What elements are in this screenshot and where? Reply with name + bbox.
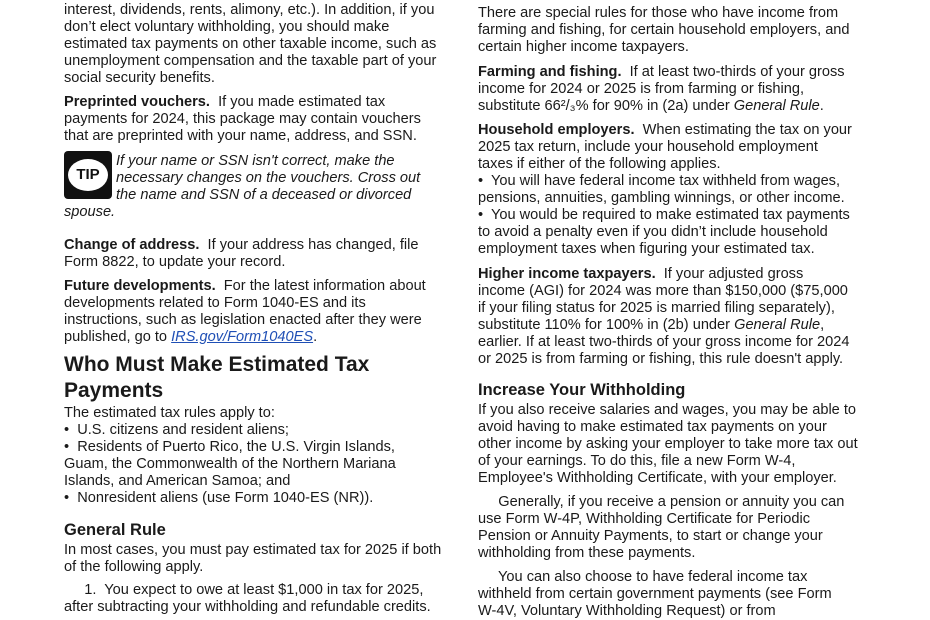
text: farming and fishing, for certain household employers, and xyxy=(478,22,850,38)
text: When estimating the tax on your xyxy=(634,122,852,138)
text-line xyxy=(64,312,474,329)
text-line xyxy=(64,559,474,576)
paragraph xyxy=(64,2,474,87)
tip-icon: TIP xyxy=(64,151,112,199)
text: earlier. If at least two-thirds of your gross income for 2024 xyxy=(478,334,850,350)
text-line xyxy=(64,94,474,111)
text: pensions, annuities, gambling winnings, or other income. xyxy=(478,190,845,206)
text-line xyxy=(478,545,888,562)
text: avoid having to make estimated tax payments on your xyxy=(478,419,827,435)
text-line xyxy=(478,81,888,98)
text: other income by asking your employer to take more tax out xyxy=(478,436,858,452)
text: The estimated tax rules apply to: xyxy=(64,405,275,421)
text-line xyxy=(478,122,888,139)
text-line xyxy=(478,156,888,173)
text: • U.S. citizens and resident aliens; xyxy=(64,422,289,438)
paragraph xyxy=(64,582,474,616)
text-line xyxy=(478,173,888,190)
text-line xyxy=(478,283,888,300)
text: payments for 2024, this package may contain vouchers xyxy=(64,111,421,127)
text-line xyxy=(64,111,474,128)
text: • You would be required to make estimated tax payments xyxy=(478,207,850,223)
paragraph xyxy=(64,278,474,346)
text-line xyxy=(478,603,888,620)
text-line xyxy=(478,453,888,470)
tip-note xyxy=(64,153,474,221)
text: income (AGI) for 2024 was more than $150,000 ($75,000 xyxy=(478,283,848,299)
text: unemployment compensation and the taxable part of your xyxy=(64,53,437,69)
text-line xyxy=(478,139,888,156)
text: Form 8822, to update your record. xyxy=(64,254,286,270)
text: withholding from these payments. xyxy=(478,545,696,561)
text: General Rule xyxy=(734,317,821,333)
text-line xyxy=(64,520,474,540)
text: Pension or Annuity Payments, to start or change your xyxy=(478,528,823,544)
text: Payments xyxy=(64,379,164,402)
text-line xyxy=(478,39,888,56)
text-line xyxy=(64,70,474,87)
paragraph xyxy=(64,237,474,271)
text-line xyxy=(478,266,888,283)
text: • Nonresident aliens (use Form 1040-ES (NR)). xyxy=(64,490,374,506)
text-line xyxy=(478,470,888,487)
text: General Rule xyxy=(64,521,166,539)
text: substitute 110% for 100% in (2b) under xyxy=(478,317,735,333)
text: Who Must Make Estimated Tax xyxy=(64,353,370,376)
text-line xyxy=(478,511,888,528)
text-line xyxy=(64,582,474,599)
section-heading xyxy=(64,520,474,540)
text: certain higher income taxpayers. xyxy=(478,39,689,55)
text: W-4V, Voluntary Withholding Request) or from xyxy=(478,603,776,619)
text: estimated tax payments on other taxable income, such as xyxy=(64,36,437,52)
text-line xyxy=(64,352,474,378)
text: interest, dividends, rents, alimony, etc.). In addition, if you xyxy=(64,2,435,18)
text: of your earnings. To do this, file a new Form W-4, xyxy=(478,453,796,469)
paragraph xyxy=(478,494,888,562)
text: • You will have federal income tax withheld from wages, xyxy=(478,173,841,189)
text-line xyxy=(478,241,888,258)
text: social security benefits. xyxy=(64,70,215,86)
text: employment taxes when figuring your estimated tax. xyxy=(478,241,815,257)
run-in-heading: Household employers. xyxy=(478,122,635,138)
text: Generally, if you receive a pension or annuity you can xyxy=(478,494,845,510)
text: If your name or SSN isn't correct, make the xyxy=(116,153,395,169)
text: the name and SSN of a deceased or divorced xyxy=(116,187,412,203)
text: that are preprinted with your name, address, and SSN. xyxy=(64,128,417,144)
text-line xyxy=(64,153,474,170)
text: Increase Your Withholding xyxy=(478,381,686,399)
text: instructions, such as legislation enacted after they were xyxy=(64,312,422,328)
text-line xyxy=(64,490,474,507)
text-line xyxy=(478,494,888,511)
text: , xyxy=(820,317,825,333)
text: Islands, and American Samoa; and xyxy=(64,473,291,489)
paragraph xyxy=(64,94,474,145)
text: published, go to xyxy=(64,329,172,345)
run-in-heading: Future developments. xyxy=(64,278,216,294)
text: You can also choose to have federal income tax xyxy=(478,569,808,585)
text-line xyxy=(478,419,888,436)
run-in-heading: Change of address. xyxy=(64,237,200,253)
text-line xyxy=(478,207,888,224)
text: Guam, the Commonwealth of the Northern Mariana xyxy=(64,456,396,472)
section-heading xyxy=(64,352,474,404)
text: developments related to Form 1040-ES and its xyxy=(64,295,366,311)
text: of the following apply. xyxy=(64,559,204,575)
text: income for 2024 or 2025 is from farming or fishing, xyxy=(478,81,805,97)
paragraph xyxy=(478,266,888,368)
text-line xyxy=(478,586,888,603)
text-line xyxy=(64,254,474,271)
text: or 2025 is from farming or fishing, this rule doesn't apply. xyxy=(478,351,844,367)
text-line xyxy=(64,278,474,295)
text: withheld from certain government payments (see Form xyxy=(478,586,832,602)
paragraph xyxy=(478,64,888,115)
text: 1. You expect to owe at least $1,000 in tax for 2025, xyxy=(64,582,424,598)
text: . xyxy=(819,98,824,114)
text-line xyxy=(64,170,474,187)
text-line xyxy=(478,334,888,351)
text-line xyxy=(64,237,474,254)
text: spouse. xyxy=(64,204,116,220)
run-in-heading: Higher income taxpayers. xyxy=(478,266,656,282)
text-line xyxy=(64,2,474,19)
text: if your filing status for 2025 is married filing separately), xyxy=(478,300,835,316)
text-line xyxy=(64,439,474,456)
text: There are special rules for those who have income from xyxy=(478,5,839,21)
text-line xyxy=(64,378,474,404)
text-line xyxy=(478,317,888,334)
text: For the latest information about xyxy=(215,278,426,294)
text: If your adjusted gross xyxy=(655,266,804,282)
text-line xyxy=(64,456,474,473)
text-line xyxy=(64,295,474,312)
text: . xyxy=(313,329,318,345)
text: don’t elect voluntary withholding, you should make xyxy=(64,19,390,35)
text: • Residents of Puerto Rico, the U.S. Virgin Islands, xyxy=(64,439,395,455)
text-line xyxy=(478,190,888,207)
text-line xyxy=(64,329,474,346)
text-line xyxy=(64,473,474,490)
text-line xyxy=(478,64,888,81)
section-heading xyxy=(478,380,888,400)
run-in-heading: Preprinted vouchers. xyxy=(64,94,210,110)
text: General Rule xyxy=(733,98,820,114)
link[interactable]: IRS.gov/Form1040ES xyxy=(171,329,314,345)
text-line xyxy=(478,98,888,115)
text: If your address has changed, file xyxy=(199,237,419,253)
paragraph xyxy=(478,122,888,258)
text: taxes if either of the following applies. xyxy=(478,156,721,172)
text: necessary changes on the vouchers. Cross out xyxy=(116,170,421,186)
text: If you made estimated tax xyxy=(209,94,386,110)
text-line xyxy=(64,405,474,422)
paragraph xyxy=(64,405,474,507)
text-line xyxy=(64,36,474,53)
paragraph xyxy=(478,5,888,56)
text-line xyxy=(478,300,888,317)
text-line xyxy=(64,187,474,204)
text-line xyxy=(478,5,888,22)
text-line xyxy=(64,204,474,221)
paragraph xyxy=(64,542,474,576)
text-line xyxy=(478,224,888,241)
text-line xyxy=(64,53,474,70)
text-line xyxy=(478,22,888,39)
text: Employee's Withholding Certificate, with your employer. xyxy=(478,470,837,486)
text-line xyxy=(64,542,474,559)
text-line xyxy=(478,436,888,453)
text: If you also receive salaries and wages, you may be able to xyxy=(478,402,857,418)
text-line xyxy=(64,128,474,145)
text: If at least two-thirds of your gross xyxy=(621,64,845,80)
text-line xyxy=(478,402,888,419)
text-line xyxy=(478,569,888,586)
text-line xyxy=(64,599,474,616)
run-in-heading: Farming and fishing. xyxy=(478,64,622,80)
text: substitute 66²/₃% for 90% in (2a) under xyxy=(478,98,734,114)
text: after subtracting your withholding and refundable credits. xyxy=(64,599,431,615)
text: use Form W-4P, Withholding Certificate for Periodic xyxy=(478,511,810,527)
text-line xyxy=(478,351,888,368)
text: 2025 tax return, include your household employment xyxy=(478,139,818,155)
paragraph xyxy=(478,569,888,620)
text: In most cases, you must pay estimated tax for 2025 if both xyxy=(64,542,442,558)
text-line xyxy=(64,422,474,439)
text-line xyxy=(478,380,888,400)
text-line xyxy=(478,528,888,545)
text-line xyxy=(64,19,474,36)
text: to avoid a penalty even if you didn’t include household xyxy=(478,224,828,240)
paragraph xyxy=(478,402,888,487)
